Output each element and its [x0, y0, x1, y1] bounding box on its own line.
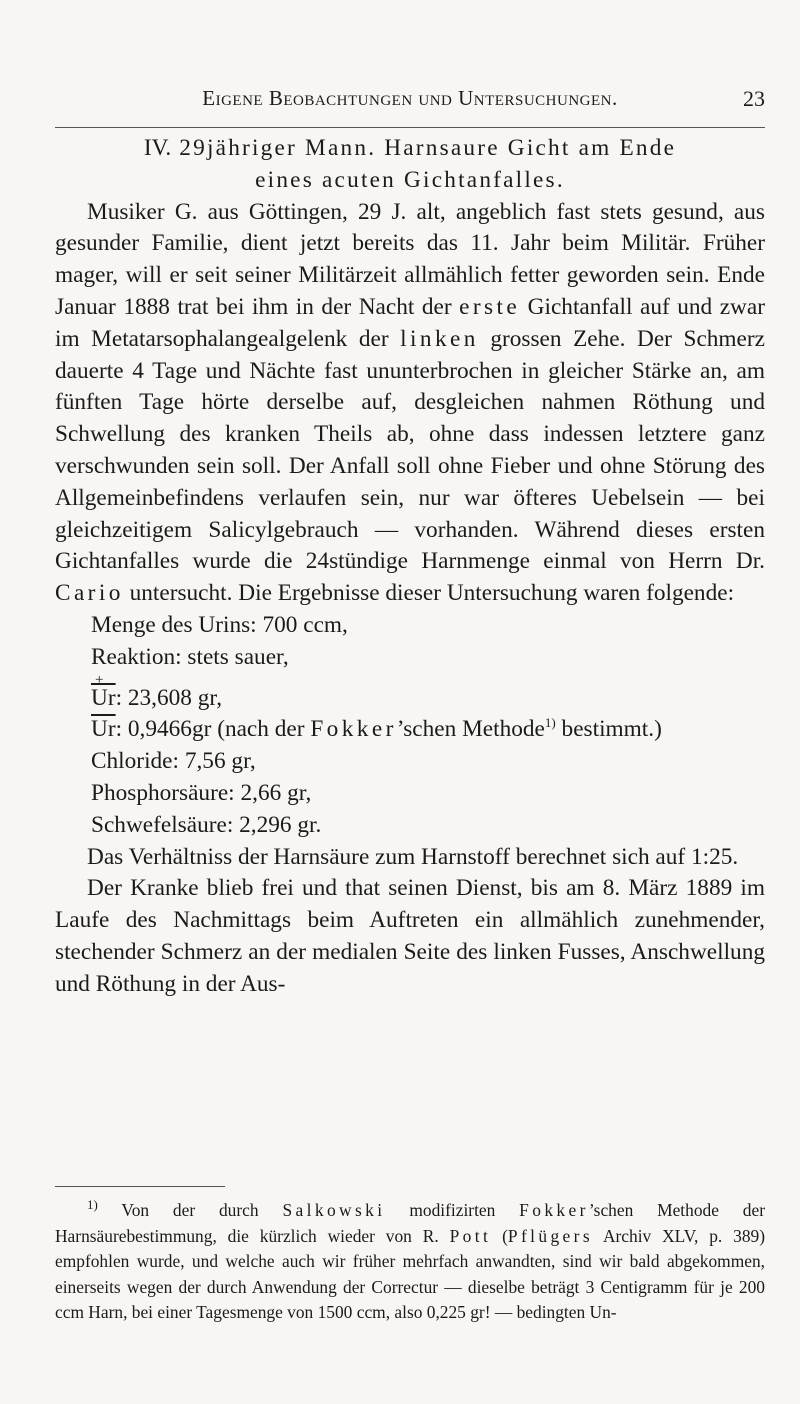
text-run: Archiv XLV, p. 389) empfohlen wurde, und welche auch wir früher mehrfach anwandten, sind wir bald abgekommen, einerseits wegen der durch Anwendung der Correctur — dieselbe beträgt 3 Centigramm für je 200 ccm Harn, bei einer Tagesmenge von 1500 ccm, also 0,225 gr! — bedingten Un-	[55, 1225, 766, 1323]
result-phosphor: Phosphorsäure: 2,66 gr,	[91, 779, 312, 806]
page-number: 23	[743, 86, 765, 111]
book-page	[55, 0, 765, 1404]
text-run: Von der durch	[97, 1200, 283, 1220]
running-header	[55, 86, 765, 116]
case-title-line2: eines acuten Gichtanfalles.	[255, 166, 565, 193]
footnote	[55, 1198, 765, 1326]
name-fokker-footnote: Fokker	[519, 1200, 589, 1220]
case-heading	[55, 133, 765, 197]
name-cario: Cario	[55, 580, 124, 607]
footnote-rule	[55, 1186, 225, 1187]
name-fokker: Fokker	[310, 716, 397, 743]
ratio-paragraph: Das Verhältniss der Harnsäure zum Harnstoff berechnet sich auf 1:25.	[87, 843, 739, 870]
result-chloride: Chloride: 7,56 gr,	[91, 748, 256, 775]
urea-value: : 23,608 gr,	[115, 684, 223, 711]
name-salkowski: Salkowski	[282, 1200, 386, 1220]
text-run: modifizirten	[385, 1200, 520, 1220]
emphasis-erste: erste	[459, 293, 521, 320]
text-run: : 0,9466gr (nach der	[115, 716, 311, 743]
text-run: bestimmt.)	[555, 716, 662, 743]
text-run: Musiker G. aus Göttingen, 29 J. alt, angeblich fast stets gesund, aus gesunder Familie, dient jetzt bereits das 11. Jahr beim Militär. Früher mager, will er seit seiner Militärzeit allmählich fetter geworden sein. Ende Januar 1888 trat bei ihm in der Nacht der	[55, 198, 765, 320]
uric-acid-symbol: $\overline{Ur}$	[91, 716, 116, 743]
emphasis-linken: linken	[400, 325, 479, 352]
text-run: Gichtanfall auf und zwar im Metatarsophalangealgelenk der	[55, 293, 765, 352]
name-pott: Pott	[449, 1225, 492, 1246]
result-schwefel: Schwefelsäure: 2,296 gr.	[91, 811, 322, 838]
text-run: ’schen Methode	[396, 716, 545, 743]
urea-symbol: $\overline{Ur}$	[91, 684, 116, 711]
body-text	[55, 133, 765, 1001]
running-title: Eigene Beobachtungen und Untersuchungen.	[202, 86, 618, 110]
header-rule	[55, 127, 765, 128]
case-title-line1: 29jähriger Mann. Harnsaure Gicht am Ende	[179, 135, 677, 161]
result-urea	[91, 671, 765, 715]
text-run: ’schen Methode der Harnsäurebestimmung, die kürzlich wieder von R.	[55, 1200, 765, 1246]
urine-results-list	[55, 610, 765, 842]
journal-pfluegers: Pflügers	[507, 1225, 594, 1246]
result-uric-acid	[91, 714, 765, 746]
footnote-ref: 1)	[544, 715, 556, 731]
plus-mark: +	[95, 671, 104, 688]
text-run: (	[491, 1225, 508, 1246]
continuation-paragraph: Der Kranke blieb frei und that seinen Dienst, bis am 8. März 1889 im Laufe des Nachmittags beim Auftreten ein allmählich zunehmender, stechender Schmerz an der medialen Seite des linken Fusses, Anschwellung und Röthung in der Aus-	[55, 875, 765, 997]
result-reaktion: Reaktion: stets sauer,	[91, 643, 289, 670]
case-number: IV.	[143, 135, 172, 161]
footnote-mark: 1)	[87, 1197, 98, 1213]
case-history-paragraph	[55, 197, 765, 610]
text-run: untersucht. Die Ergebnisse dieser Untersuchung waren folgende:	[123, 580, 735, 607]
result-menge: Menge des Urins: 700 ccm,	[91, 611, 348, 638]
text-run: grossen Zehe. Der Schmerz dauerte 4 Tage und Nächte fast ununterbrochen in gleicher Stärke an, am fünften Tage hörte derselbe auf, desgleichen nahmen Röthung und Schwellung des kranken Theils ab, ohne dass indessen letztere ganz verschwunden sein soll. Der Anfall soll ohne Fieber und ohne Störung des Allgemeinbefindens verlaufen sein, nur war öfteres Uebelsein — bei gleichzeitigem Salicylgebrauch — vorhanden. Während dieses ersten Gichtanfalles wurde die 24stündige Harnmenge einmal von Herrn Dr.	[55, 325, 765, 575]
